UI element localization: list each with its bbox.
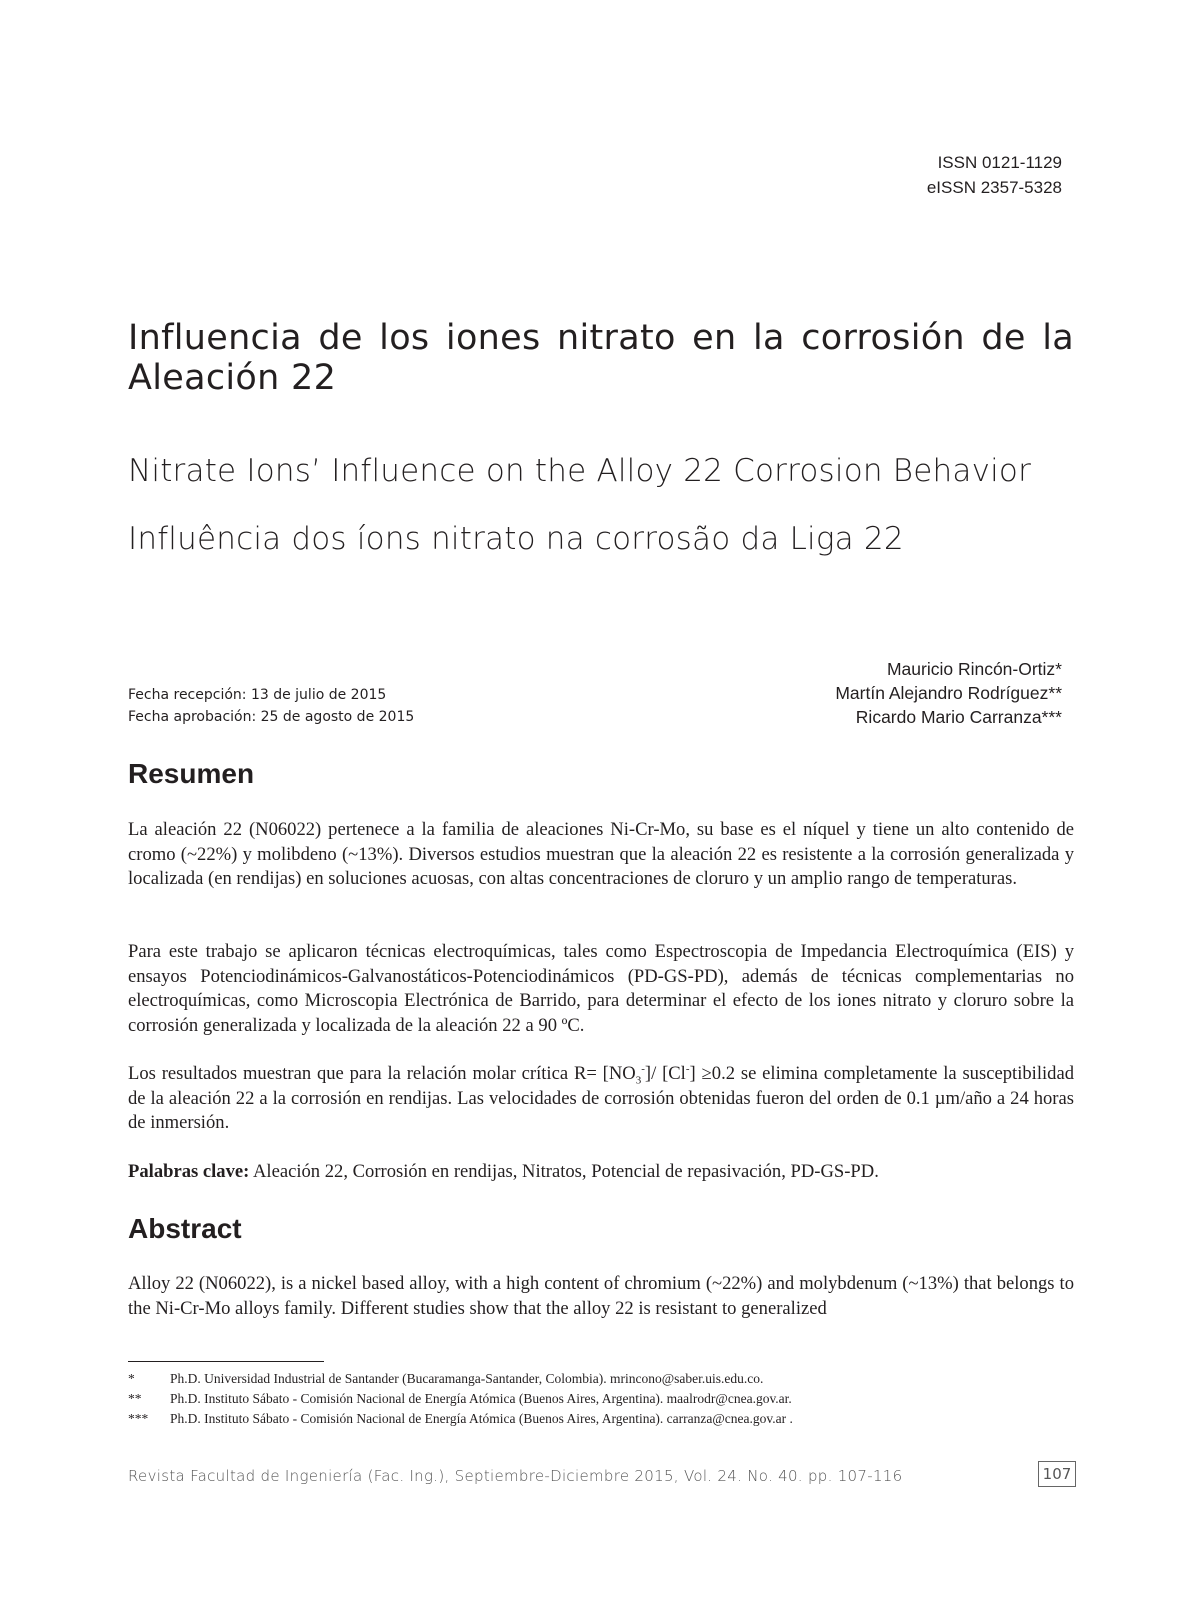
footnote-1 bbox=[128, 1369, 1074, 1389]
keywords-list: Aleación 22, Corrosión en rendijas, Nitratos, Potencial de repasivación, PD-GS-PD. bbox=[249, 1161, 879, 1182]
footnote-mark: *** bbox=[128, 1411, 149, 1426]
author-name: Martín Alejandro Rodríguez** bbox=[835, 683, 1062, 703]
resumen-paragraph-2: Para este trabajo se aplicaron técnicas electroquímicas, tales como Espectroscopia de Impedancia Electroquímica (EIS) y ensayos Potenciodinámicos-Galvanostáticos-Potenciodinámicos (PD-GS-PD), además de técnicas complementarias no electroquímicas, como Microscopia Electrónica de Barrido, para determinar el efecto de los iones nitrato y cloruro sobre la corrosión generalizada y localizada de la aleación 22 a 90 ºC. bbox=[128, 941, 1074, 1036]
abstract-heading: Abstract bbox=[128, 1213, 242, 1244]
footnote-mark: * bbox=[128, 1371, 135, 1386]
footnote-text: Ph.D. Instituto Sábato - Comisión Nacional de Energía Atómica (Buenos Aires, Argentina). maalrodr@cnea.gov.ar. bbox=[170, 1391, 792, 1406]
title-portuguese: Influência dos íons nitrato na corrosão da Liga 22 bbox=[128, 521, 904, 557]
resumen-paragraph-1: La aleación 22 (N06022) pertenece a la familia de aleaciones Ni-Cr-Mo, su base es el níquel y tiene un alto contenido de cromo (~22%) y molibdeno (~13%). Diversos estudios muestran que la aleación 22 es resistente a la corrosión generalizada y localizada (en rendijas) en soluciones acuosas, con altas concentraciones de cloruro y un amplio rango de temperaturas. bbox=[128, 819, 1074, 889]
abstract-paragraph-1: Alloy 22 (N06022), is a nickel based alloy, with a high content of chromium (~22%) and molybdenum (~13%) that belongs to the Ni-Cr-Mo alloys family. Different studies show that the alloy 22 is resistant to generalized bbox=[128, 1273, 1074, 1319]
footnote-2 bbox=[128, 1389, 1074, 1409]
keywords-label: Palabras clave: bbox=[128, 1161, 250, 1182]
dates-block bbox=[128, 684, 414, 728]
resumen-heading: Resumen bbox=[128, 758, 255, 789]
footnote-text: Ph.D. Instituto Sábato - Comisión Nacional de Energía Atómica (Buenos Aires, Argentina). carranza@cnea.gov.ar . bbox=[170, 1411, 793, 1426]
footnote-mark: ** bbox=[128, 1391, 142, 1406]
title-english: Nitrate Ions’ Influence on the Alloy 22 Corrosion Behavior bbox=[128, 453, 1032, 489]
footnote-3 bbox=[128, 1409, 1074, 1429]
issn-block bbox=[927, 150, 1062, 200]
journal-citation: Revista Facultad de Ingeniería (Fac. Ing.), Septiembre-Diciembre 2015, Vol. 24. No. 40. pp. 107-116 bbox=[128, 1467, 903, 1485]
author-name: Mauricio Rincón-Ortiz* bbox=[886, 659, 1062, 679]
date-received: Fecha recepción: 13 de julio de 2015 bbox=[128, 687, 387, 703]
page-number: 107 bbox=[1038, 1461, 1076, 1487]
author-name: Ricardo Mario Carranza*** bbox=[855, 707, 1062, 727]
resumen-paragraph-3: Los resultados muestran que para la relación molar crítica $R= [NO_3^-]/$ [Cl-] ≥0.2 se elimina completamente la susceptibilidad de la aleación 22 a la corrosión en rendijas. Las velocidades de corrosión obtenidas fueron del orden de 0.1 µm/año a 24 horas de inmersión. bbox=[128, 1062, 1074, 1133]
issn-print: ISSN 0121-1129 bbox=[937, 153, 1062, 172]
title-spanish: Influencia de los iones nitrato en la corrosión de la Aleación 22 bbox=[128, 318, 1074, 398]
issn-electronic: eISSN 2357-5328 bbox=[926, 178, 1062, 197]
date-approved: Fecha aprobación: 25 de agosto de 2015 bbox=[128, 709, 415, 725]
footnote-divider bbox=[128, 1361, 324, 1362]
footnote-text: Ph.D. Universidad Industrial de Santander (Bucaramanga-Santander, Colombia). mrincono@saber.uis.edu.co. bbox=[170, 1371, 764, 1386]
keywords bbox=[128, 1160, 1074, 1185]
authors-block bbox=[835, 657, 1062, 729]
